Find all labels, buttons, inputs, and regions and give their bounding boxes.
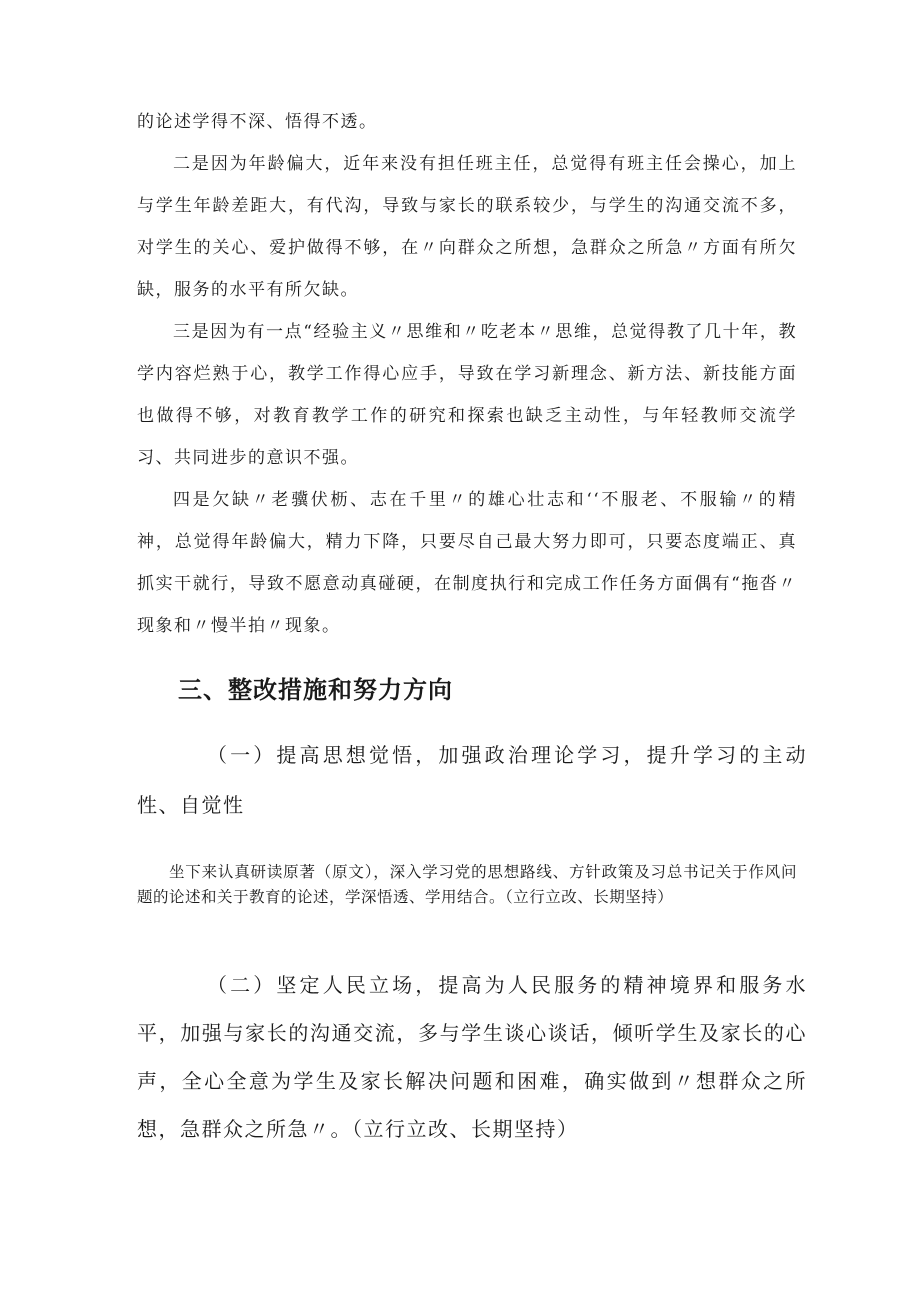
paragraph-point-two: 二是因为年龄偏大，近年来没有担任班主任，总觉得有班主任会操心，加上与学生年龄差距大，有代沟，导致与家长的联系较少，与学生的沟通交流不多，对学生的关心、爱护做得不够，在〃向群众之所想，急群众之所急〃方面有所欠缺，服务的水平有所欠缺。 bbox=[137, 154, 797, 300]
subsection-heading-1: （一）提高思想觉悟，加强政治理论学习，提升学习的主动性、自觉性 bbox=[137, 743, 807, 817]
section-heading: 三、整改措施和努力方向 bbox=[178, 676, 453, 704]
paragraph-point-four: 四是欠缺〃老骥伏枥、志在千里〃的雄心壮志和‘‘不服老、不服输〃的精神，总觉得年龄偏大，精力下降，只要尽自己最大努力即可，只要态度端正、真抓实干就行，导致不愿意动真碰硬，在制度执行和完成工作任务方面偶有“拖沓〃现象和〃慢半拍〃现象。 bbox=[137, 490, 797, 636]
subsection-heading-2: （二）坚定人民立场，提高为人民服务的精神境界和服务水平，加强与家长的沟通交流，多与学生谈心谈话，倾听学生及家长的心声，全心全意为学生及家长解决问题和困难，确实做到〃想群众之所想，急群众之所急〃。（立行立改、长期坚持） bbox=[137, 973, 807, 1141]
paragraph-point-three: 三是因为有一点“经验主义〃思维和〃吃老本〃思维，总觉得教了几十年，教学内容烂熟于心，教学工作得心应手，导致在学习新理念、新方法、新技能方面也做得不够，对教育教学工作的研究和探索也缺乏主动性，与年轻教师交流学习、共同进步的意识不强。 bbox=[137, 322, 797, 468]
subsection-body-1: 坐下来认真研读原著（原文），深入学习党的思想路线、方针政策及习总书记关于作风问题的论述和关于教育的论述，学深悟透、学用结合。（立行立改、长期坚持） bbox=[137, 863, 797, 906]
paragraph-continuation: 的论述学得不深、悟得不透。 bbox=[137, 112, 378, 132]
